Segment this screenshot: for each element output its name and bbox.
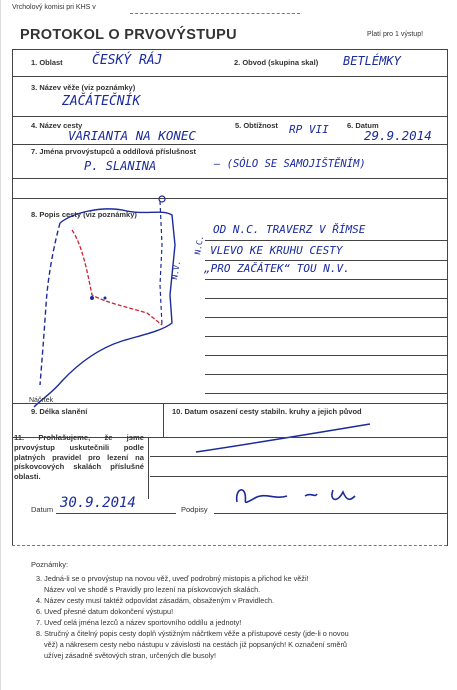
note-item: 7. Uveď celá jména lezců a název sportovního oddílu a jednoty!	[36, 618, 242, 627]
anchor-dot-icon	[104, 297, 107, 300]
field-6-value: 29.9.2014	[364, 128, 432, 143]
field-5-value: RP VII	[289, 123, 329, 136]
route-line-red	[72, 230, 162, 325]
sign-rule-1	[150, 456, 447, 457]
desc-rule-1	[205, 240, 447, 241]
sign-rule-2	[150, 476, 447, 477]
sketch-mark-nc: N.C.	[193, 234, 206, 256]
field-1-value: ČESKÝ RÁJ	[92, 53, 163, 68]
desc-rule-3	[205, 279, 447, 280]
row-rule-9	[12, 403, 447, 404]
route-desc-line-1: OD N.C. TRAVERZ V ŘÍMSE	[213, 223, 366, 236]
route-desc-line-3: „PRO ZAČÁTEK“ TOU N.V.	[204, 262, 350, 275]
desc-rule-6	[205, 336, 447, 337]
field-5-label: 5. Obtížnost	[235, 121, 278, 130]
title-rule	[12, 49, 448, 50]
field-3-label: 3. Název věže (viz poznámky)	[31, 83, 136, 92]
desc-rule-5	[205, 317, 447, 318]
sketch-label: Náčrtek	[29, 397, 54, 404]
field-7-value-2: – (SÓLO SE SAMOJIŠTĚNÍM)	[214, 158, 366, 170]
committee-label: Vrcholový komisi pri KHS v	[12, 4, 96, 11]
route-desc-line-2: VLEVO KE KRUHU CESTY	[210, 244, 343, 257]
desc-rule-7	[205, 355, 447, 356]
field-6-label: 6. Datum	[347, 121, 379, 130]
field-9-label: 9. Délka slanění	[31, 407, 88, 416]
ring-icon	[159, 196, 165, 202]
note-item: 3. Jedná-li se o prvovýstup na novou věž, uveď podrobný mistopis a přichod ke věži!	[36, 574, 309, 583]
row-rule-1	[12, 76, 447, 77]
date-label: Datum	[31, 505, 54, 514]
note-item: užívej zásadně světových stran, určených dle busoly!	[44, 651, 216, 660]
field-2-value: BETLÉMKY	[343, 54, 401, 68]
note-item: věž) a nákresem cesty nebo nástupu v závislosti na cestách již popsaných! K označení směrů	[44, 640, 347, 649]
date-rule	[56, 513, 176, 514]
field-7-label: 7. Jména prvovýstupců a oddílová příslušnost	[31, 147, 197, 156]
field-10-strike	[190, 420, 390, 460]
field-4-value: VARIANTA NA KONEC	[68, 128, 196, 143]
valid-note: Platí pro 1 výstup!	[367, 31, 424, 38]
row-rule-3	[12, 116, 447, 117]
row11-divider	[148, 437, 149, 499]
desc-rule-9	[205, 393, 447, 394]
page-title: PROTOKOL O PRVOVÝSTUPU	[20, 27, 237, 43]
sketch-mark-nv: N.V.	[170, 259, 183, 281]
notes-divider	[12, 545, 447, 546]
field-7-value: P. SLANINA	[84, 159, 157, 173]
field-1-label: 1. Oblast	[31, 58, 63, 67]
route-sketch	[12, 185, 212, 415]
field-4-label: 4. Název cesty	[31, 121, 83, 130]
row9-divider	[163, 403, 164, 437]
tower-left-edge	[40, 223, 60, 385]
note-item: 4. Název cesty musí taktéž odpovídat zásadám, obsaženým v Pravidlech.	[36, 596, 275, 605]
note-item: Název vol ve shodě s Pravidly pro lezení na pískovcových skalách.	[44, 585, 261, 594]
note-item: 8. Stručný a čitelný popis cesty doplň výstižným náčrtkem věže a přístupové cesty (jde-li o novou	[36, 629, 349, 638]
sign-label: Podpisy	[181, 505, 208, 514]
anchor-dot-icon	[90, 296, 94, 300]
frame-right	[447, 49, 448, 546]
field-8-label: 8. Popis cesty (viz poznámky)	[31, 210, 137, 219]
field-2-label: 2. Obvod (skupina skal)	[234, 58, 319, 67]
committee-line	[130, 13, 300, 14]
declaration-text: 11. Prohlašujeme, že jsme prvovýstup uskutečnili podle platných pravidel pro lezení na pískovcových skalách příslušné oblasti.	[14, 433, 144, 482]
tower-outline	[34, 209, 175, 407]
notes-title: Poznámky:	[31, 560, 69, 569]
row-rule-4	[12, 144, 447, 145]
sign-rule-3	[214, 513, 447, 514]
notes-list	[36, 573, 349, 661]
note-item: 6. Uveď přesné datum dokončení výstupu!	[36, 607, 174, 616]
field-3-value: ZAČÁTEČNÍK	[62, 94, 141, 109]
signature	[225, 480, 365, 515]
route-line-blue	[160, 201, 162, 325]
date-value: 30.9.2014	[60, 495, 136, 511]
desc-rule-8	[205, 374, 447, 375]
row-rule-7a	[12, 178, 447, 179]
desc-rule-2	[205, 260, 447, 261]
field-10-label: 10. Datum osazení cesty stabiln. kruhy a jejich původ	[172, 407, 362, 416]
desc-rule-4	[205, 298, 447, 299]
